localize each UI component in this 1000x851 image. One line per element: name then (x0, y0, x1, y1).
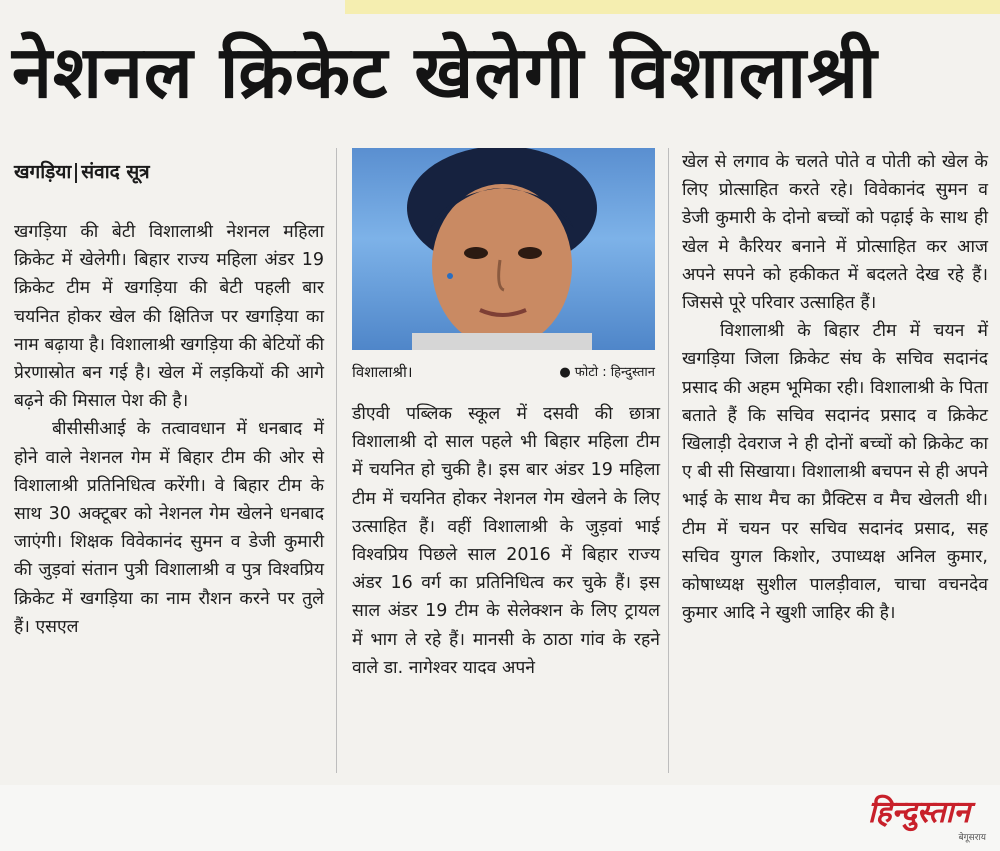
portrait-illustration (352, 148, 655, 350)
column-divider-1 (336, 148, 337, 773)
column1-paragraph-1: खगड़िया की बेटी विशालाश्री नेशनल महिला क्रिकेट में खेलेगी। बिहार राज्य महिला अंडर 19 क्रिकेट टीम में खगड़िया की बेटी पहली बार चयनित होकर खेल की क्षितिज पर खगड़िया का नाम बढ़ाया है। विशालाश्री खगड़िया की बेटियों की प्रेरणास्रोत बन गई है। खेल में लड़कियों की आगे बढ़ने की मिसाल पेश की है। (14, 222, 324, 412)
headline: नेशनल क्रिकेट खेलेगी विशालाश्री (12, 30, 878, 114)
top-highlight-strip (345, 0, 1000, 14)
photo-credit: ● फोटो : हिन्दुस्तान (559, 365, 655, 380)
photo-caption-name: विशालाश्री। (352, 363, 413, 381)
dateline-place: खगड़िया (14, 161, 72, 183)
portrait-photo (352, 148, 655, 350)
article-column-3 (682, 148, 988, 627)
newspaper-logo: हिन्दुस्तान (867, 795, 970, 830)
photo-caption (352, 362, 655, 386)
column3-paragraph-1: खेल से लगाव के चलते पोते व पोती को खेल के लिए प्रोत्साहित करते रहे। विवेकानंद सुमन व डेजी कुमारी के दोनो बच्चों को पढ़ाई के साथ ही खेल मे कैरियर बनाने में प्रोत्साहित कर आज अपने सपने को हकीकत में बदलते देख रहे हैं। जिससे पूरे परिवार उत्साहित हैं। (682, 152, 988, 314)
dateline-source: संवाद सूत्र (81, 161, 150, 183)
column-divider-2 (668, 148, 669, 773)
newspaper-edition: बेगूसराय (958, 833, 986, 843)
dateline (14, 158, 150, 184)
column3-paragraph-2: विशालाश्री के बिहार टीम में चयन में खगड़िया जिला क्रिकेट संघ के सचिव सदानंद प्रसाद की अहम भूमिका रही। विशालाश्री के पिता बताते हैं कि सचिव सदानंद प्रसाद व क्रिकेट खिलाड़ी देवराज ने ही दोनों बच्चों को क्रिकेट का ए बी सी सिखाया। विशालाश्री बचपन से ही अपने भाई के साथ मैच का प्रैक्टिस व मैच खेलती थी। टीम में चयन पर सचिव सदानंद प्रसाद, सह सचिव युगल किशोर, उपाध्यक्ष अनिल कुमार, कोषाध्यक्ष सुशील पालड़ीवाल, चाचा वचनदेव कुमार आदि ने खुशी जाहिर की है। (682, 321, 988, 624)
article-column-1 (14, 218, 324, 641)
article-column-2 (352, 400, 660, 682)
column1-paragraph-2: बीसीसीआई के तत्वावधान में धनबाद में होने वाले नेशनल गेम में बिहार टीम की ओर से विशालाश्री प्रतिनिधित्व करेंगी। वे बिहार टीम के साथ 30 अक्टूबर को नेशनल गेम खेलने धनबाद जाएंगी। शिक्षक विवेकानंद सुमन व डेजी कुमारी की जुड़वां संतान पुत्री विशालाश्री व पुत्र विश्वप्रिय क्रिकेट में खगड़िया का नाम रौशन करने पर तुले हैं। एसएल (14, 419, 324, 637)
footer-band (0, 785, 1000, 851)
column2-paragraph-1: डीएवी पब्लिक स्कूल में दसवी की छात्रा विशालाश्री दो साल पहले भी बिहार महिला टीम में चयनित हो चुकी है। इस बार अंडर 19 महिला टीम में चयनित होकर नेशनल गेम खेलने के लिए उत्साहित हैं। वहीं विशालाश्री के जुड़वां भाई विश्वप्रिय पिछले साल 2016 में बिहार राज्य अंडर 16 वर्ग का प्रतिनिधित्व कर चुके हैं। इस साल अंडर 19 टीम के सेलेक्शन के लिए ट्रायल में भाग ले रहे हैं। मानसी के ठाठा गांव के रहने वाले डा. नागेश्वर यादव अपने (352, 404, 660, 678)
dateline-separator (75, 163, 77, 183)
